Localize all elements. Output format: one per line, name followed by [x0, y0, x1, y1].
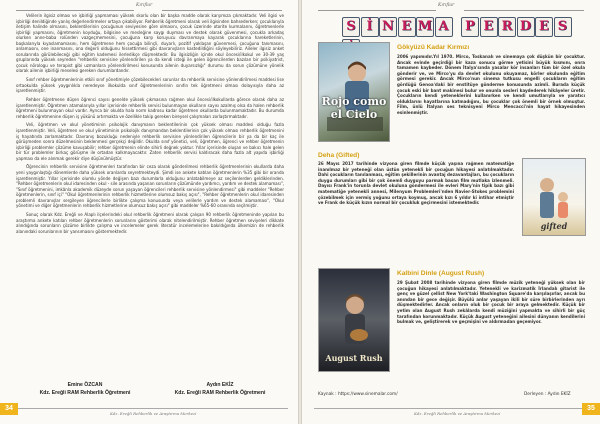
footer-rule	[18, 408, 288, 409]
title-letter-tile: E	[480, 17, 498, 37]
review-text: 26 Mayıs 2017 tarihinde vizyona giren filmde küçük yaşına rağmen matematiğe inanılmaz bir yeteneği olan üstün yetenekli bir çocuğun hikayesi anlatılmaktadır. Dahi çocukların tanılanması, eğitim şekillerinin avantaj dezavantajları, bu çocukların duygu durumları gibi bir çok önemli duyguyu parmak basan film mutlaka izlenmeli. Dayısı Frank'in torunla devlet okuluna göndermesi ile evleri Mary'nin tipik bazı gibi matematiğe yetenekli annesi, Milenyum Problemleri'nden Navier-Stokes problemini çözebilmek için vermiş yoğunu ortaya koymuş, ancak kızı 6 yıldır ki intihar etmiştir ve Frank de küçük kızın normal bir çocukluk geçirmesini istemektedir.	[318, 161, 514, 206]
poster-title: gifted	[540, 221, 568, 231]
source-credit: Kaynak : https://www.sinemalar.com/	[318, 392, 398, 397]
signature-role: Kdz. Ereğli RAM Rehberlik Öğretmeni	[39, 390, 131, 396]
poster-title: Rojo como el Cielo	[321, 95, 387, 121]
footer-text: Kdz. Ereğli Rehberlik ve Araştırma Merkezi	[414, 411, 501, 416]
title-letter-tile: A	[435, 17, 453, 37]
left-header-rule-a	[16, 10, 134, 11]
review-text: 29 Şubat 2008 tarihinde vizyona giren filmde müzik yeteneği yüksek olan bir çocuğun hikayesi anlatılmaktadır. Yetenekli ve karizmatik İrlandalı gitarist ile genç ve güzel çellist New York'taki Washington Square'da karşılaşırlar, ancak bu anından bir gece değişir. Büyülü anlar yaşayan ikili bir süre birbirlerinden ayrı düşmektedirler. Ancak onların oluk bir çocuk bir araya gelmektedir. Küçük bir yetim olan August Rush zekâlarda kendi müziğini yapmakta ve sihirli bir güç tarafından korunmaktadır. Küçük August yeteneğini ailesini dünyanın kendilerini bulmak ve, geliştirerek ve geçmişini ve aldırmadan geçemiyor.	[397, 280, 585, 325]
signature-role: Kdz. Ereğli RAM Rehberlik Öğretmeni	[174, 390, 266, 396]
poster-rojo-como-el-cielo	[318, 42, 390, 142]
signature-name: Aydın EKİZ	[206, 382, 234, 388]
signature-block	[160, 382, 280, 396]
title-letter-tile: S	[554, 17, 572, 37]
review-title: Deha (Gifted)	[318, 152, 360, 159]
article-paragraph: Sınıf rehber öğretmenlerinin etkili sınıf yönetimiyle çözebilecekleri sorunlar da rehberlik servisine yönlendirilmesi maddesi lise ortaokulda yüksek yaygınlıkla neredeyse ilkokulda sınıf öğretmenlerinin sınıfın tek öğretmeni olması dolayısıyla daha az işaretlenmiştir.	[16, 77, 284, 94]
right-header-script: Kırıflar	[438, 3, 455, 8]
poster-title: August Rush	[325, 353, 383, 363]
review-text: 2006 yapımıdır.Yıl 1970. Mirco, Toskanalı ve sinemaya çok düşkün bir çocuktur. Ancak evinde geçirdiği bir kaza sonucu görme yetisini büyük kısmını, onra tamamen kaybeder. Dönem İtalya'sında yasalar kör insanları tüm bir özel okula gönderir ve, ve Mirco'yu da devlet okulunu okuyamaz, körler okulunda eğitim görmesi gerekir. Ancak Mirco'nun sinema tutkusu engelli çocukların eğitim gördüğü Genoa'daki bir enstitüye gönderme konusunda azimli. Burada küçük çocuk eski bir bant makinesi bulur ve onunla sesleri kaydederek hikâyeler üretir. Çocukların kendi yeteneklerini kullanırken ve kendi umutlarıyla ve yaratıcı olduklarını hayatlarına katmadığını, bu çocuklar çok önemli bir örnek olmuştur. Film, ünlü İtalyan ses teknisyeni Mirco Mencacci'nin hayat hikayesinden esinlenmiştir.	[397, 54, 585, 115]
signature-name: Emine ÖZCAN	[67, 382, 103, 388]
article-paragraph: Velilerin ilgisiz olması ve işbirliği yapmaması yüksek skorlu olan bir başka madde olarak karşımıza çıkmaktadır. Veli ilgisi ve işbirliği denildiğinde yanlış değerlendirmeler ortaya çıkabiliyor. Rehberlik öğretmeni olarak veli ilgisinden bahsederken; çocuklarıyla iletişim halinde olmasını, beklentilerinin çocuğunun seviyesine göre olmasını, çocuk üzerinde otorite kurmalarını, öğretmenlerle işbirliği yapmasını, öğretmenin koyduğu, bilgisine ve mesleğine saygı duyması ve destek olarak güvenmesi, çocukla arkadaş olurken anne-baba rolünden vazgeçmemesini, çocuğuna karşı koruyucu davranmaya kayarak çocuklarına hareketlerinin, başkalarıyla kıyaslamamasını, hem öğretmene hem çocuğa bilinçli, duyarlı, pozitif yaklaşan güvenmesi, çocuğuna tanımasını, anlamasını, one inanmasını, ona değerli olduğunu hissettirmesi gibi davranışların kastedildiğini söyleyebiliriz. Aileler ilgisiz anket sorularında görülebileceği gibi eğitim kademesi ilerledikçe düşmektedir. Bu ilgisizliğin içinde okul öncesi/ilkokul ve 30-39 yaş gruplarında yüksek seyreden "rehberlik servisine yönlendirilen ya da kendi isteği ile gelen öğrencilerden bazıları bir psikiyatrist, çocuk nörologu ve terapist gibi uzmanlara yönlendirilmesi konusunda ailenin duyarsızlığı" durumu da sorun çözümüne yönelik olarak ailenin işbirliği meselesi gereken durumlardandır.	[16, 13, 284, 74]
title-letter-tile: İ	[361, 17, 379, 37]
title-letter-tile: N	[379, 17, 397, 37]
article-paragraph: Sonuç olarak Kdz. Ereğli ve Alaplı ilçelerindeki okul rehberlik öğretmeni olarak çalışan 90 rehberlik öğretmeninde yapılan bu araştırma ankete katılan rehber öğretmenlerin sorunlarını gösterimi olarak nitelendirilmiştir. Rehber öğretmen seviyeleri dikkate alındığında sorunların çözüme birlikte çalışma ve incelemeler gerek literatür incelemelerine bakıldığında ülkemizin de rehberlik alanındaki sorunlarının bir yansımasını göstermektedir.	[16, 211, 284, 234]
article-paragraph: Rehber öğretmene düşen öğrenci sayısı genelde yüksek çıkmasına rağmen okul öncesi/ilkokullarda görece olarak daha az işaretlenmiştir. Öğretmen atamalarıyla yıllar içerisinde rehberlik servisi bulunmayan okulların sayısı azalmış olsa da halen rehberlik öğretmeni bulunmayan okul vardır. Ayrıca bir okulda hala norm kadrosu kadar öğretmen okullarda bulunmamaktadır. Bu durumda rehberlik öğretmenine düşen iş yükünü artırmakta ve özellikle takip gereken bireysel çalışmaları zorlaştırmaktadır.	[16, 97, 284, 119]
title-letter-tile: S	[342, 17, 360, 37]
title-letter-tile: R	[498, 17, 516, 37]
review-title: Kalbini Dinle (August Rush)	[397, 270, 485, 277]
page-number-badge: 35	[582, 403, 600, 415]
page-number-badge: 34	[0, 403, 18, 415]
footer-rule	[314, 408, 584, 409]
signature-block	[30, 382, 140, 396]
article-body	[16, 13, 284, 237]
editor-credit: Derleyen : Aydın EKİZ	[524, 392, 571, 397]
left-header-rule-b	[162, 10, 282, 11]
article-paragraph: Öğrencinin rehberlik servisine öğretmenleri tarafından bir ceza olarak gönderilmesi rehberlik öğretmenlerinin okullarda daha yeni yaygınlaştığı dönemlerde daha yüksek oranlarda seyretmekteydi. Şimdi ise ankete katılan öğretmenlerin %35 gibi bir oranda işaretlenmiştir. Yıllar içerisinde olumlu yönde değişen bazı durumlarla olduğunu anlatabilmeye az seçilenlerden geldiklerinden. "Rehber öğretmenlerin okul idaresinden okul - sile arasında yaşanan sorunların çözümünde yardımcı, yardım ve destek alamaması", "Sınıf öğretmenini, imkânla akademik düzeyde sorun yaşayan öğrencileri rehberlik servisine yönlendirmesi" gibi maddeler "Rehber öğretmenlerin, sınıf içi" "Okul öğretmenlerinin rehberlik hizmetlerine olumsuz bakış açısı", "Rehber öğretmenlerin okul idaresinden problemli davranışlar sergileyen öğrencilerle birlikte çalışma konusunda veya velilerle yardım ve destek alamaması", "Okul yönetimi ve diğer öğretmenlerin rehberlik hizmetlerine olumsuz bakış açısı" gibi maddeler %65-60 oranında seçilmiştir.	[16, 164, 284, 209]
title-letter-tile: M	[416, 17, 434, 37]
right-page	[302, 0, 600, 424]
boy-with-recorder-illustration	[319, 43, 390, 142]
title-letter-tile: D	[517, 17, 535, 37]
poster-august-rush	[318, 268, 390, 372]
title-letter-tile: E	[535, 17, 553, 37]
left-header-script: Kırıflar	[136, 3, 153, 8]
footer-text: Kdz. Ereğli Rehberlik ve Araştırma Merkezi	[110, 411, 197, 416]
right-header-rule-a	[318, 10, 436, 11]
review-title: Gökyüzü Kadar Kırmızı	[397, 44, 470, 51]
right-header-rule-b	[464, 10, 584, 11]
title-letter-tile: E	[398, 17, 416, 37]
left-page	[0, 0, 298, 424]
section-main-title	[342, 15, 582, 37]
title-letter-tile: P	[461, 17, 479, 37]
article-paragraph: Veli, öğretmen ve okul yönetiminin psikolojik danışmanın beklentilerinin çok yüksek olması maddesi olduğu fazla işaretlenmiştir. Veli, öğretmen ve okul yönetiminin psikolojik danışmandan beklentilerinin çok yüksek olması rehberlik öğretmenini iş hayatında zorlamaktadır. Davranış bozukluğu nedeniyle rehberlik servisine yönlendirilen öğrencilerin bir ya da bir kaç ile görüşmeden sonra düzelmesinin beklenmesi gerçekçi değildir. Okulda sınıf yönetici, veli, öğretmen, öğrenci ve rehber öğretmenin işbirliği problemler çözüme kavuşabilir; rehber öğretmenin elinde sihirli değnek yoktur. Yıllar içerisinde oluşan ve bakıcı hale gelen bir tür problemler birkaç görüşme ile ortadan kalkmayacaktır. Zaten rehberlik servisi kaldıracak daha fazla alt yapıda işbirliği yapması da ele alınmak gerekir diye düşünülmüştür.	[16, 122, 284, 161]
poster-gifted	[522, 158, 586, 236]
